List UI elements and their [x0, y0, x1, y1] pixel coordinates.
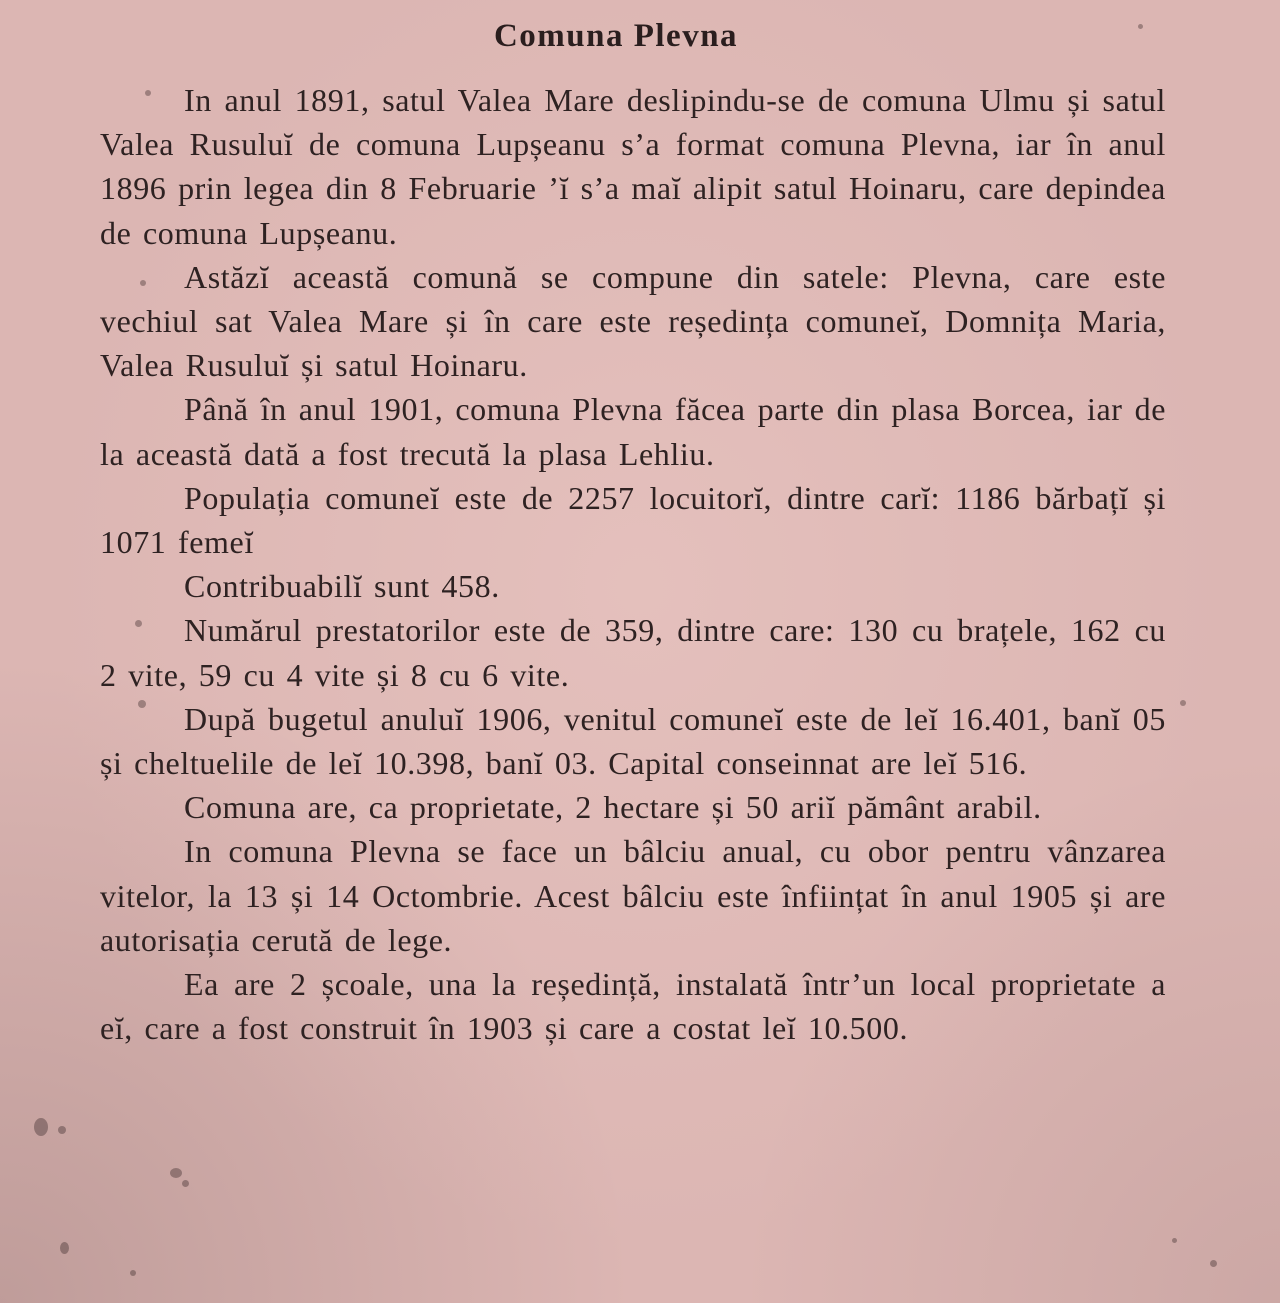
document-body [100, 78, 1166, 1050]
paragraph-villages: Astăzĭ această comună se compune din satele: Plevna, care este vechiul sat Valea Mare și în care este reședința comuneĭ, Domnița Maria, Valea Rusuluĭ și satul Hoinaru. [100, 258, 1166, 384]
page-title: Comuna Plevna [493, 18, 739, 54]
paragraph-fair: In comuna Plevna se face un bâlciu anual, cu obor pentru vânzarea vitelor, la 13 și 14 Octombrie. Acest bâlciu este înființat în anul 1905 și are autorisația cerută de lege. [100, 833, 1166, 958]
paragraph-population: Populația comuneĭ este de 2257 locuitorĭ, dintre carĭ: 1186 bărbațĭ și 1071 femeĭ [100, 479, 1166, 561]
paragraph-service-providers: Numărul prestatorilor este de 359, dintre care: 130 cu brațele, 162 cu 2 vite, 59 cu 4 vite și 8 cu 6 vite. [100, 612, 1166, 693]
paragraph-property: Comuna are, ca proprietate, 2 hectare și 50 ariĭ pământ arabil. [184, 789, 1042, 826]
paragraph-formation: In anul 1891, satul Valea Mare deslipindu-se de comuna Ulmu și satul Valea Rusuluĭ de comuna Lupșeanu s’a format comuna Plevna, iar în anul 1896 prin legea din 8 Februarie ’ĭ s’a maĭ alipit satul Hoinaru, care depindea de comuna Lupșeanu. [100, 82, 1166, 251]
paragraph-taxpayers: Contribuabilĭ sunt 458. [184, 568, 500, 605]
paragraph-administration: Până în anul 1901, comuna Plevna făcea parte din plasa Borcea, iar de la această dată a fost trecută la plasa Lehliu. [100, 391, 1166, 472]
paragraph-budget: După bugetul anuluĭ 1906, venitul comuneĭ este de leĭ 16.401, banĭ 05 și cheltuelile de leĭ 10.398, banĭ 03. Capital conseinnat are leĭ 516. [100, 700, 1166, 782]
paragraph-schools: Ea are 2 școale, una la reședință, instalată într’un local proprietate a eĭ, care a fost construit în 1903 și care a costat leĭ 10.500. [100, 966, 1166, 1047]
